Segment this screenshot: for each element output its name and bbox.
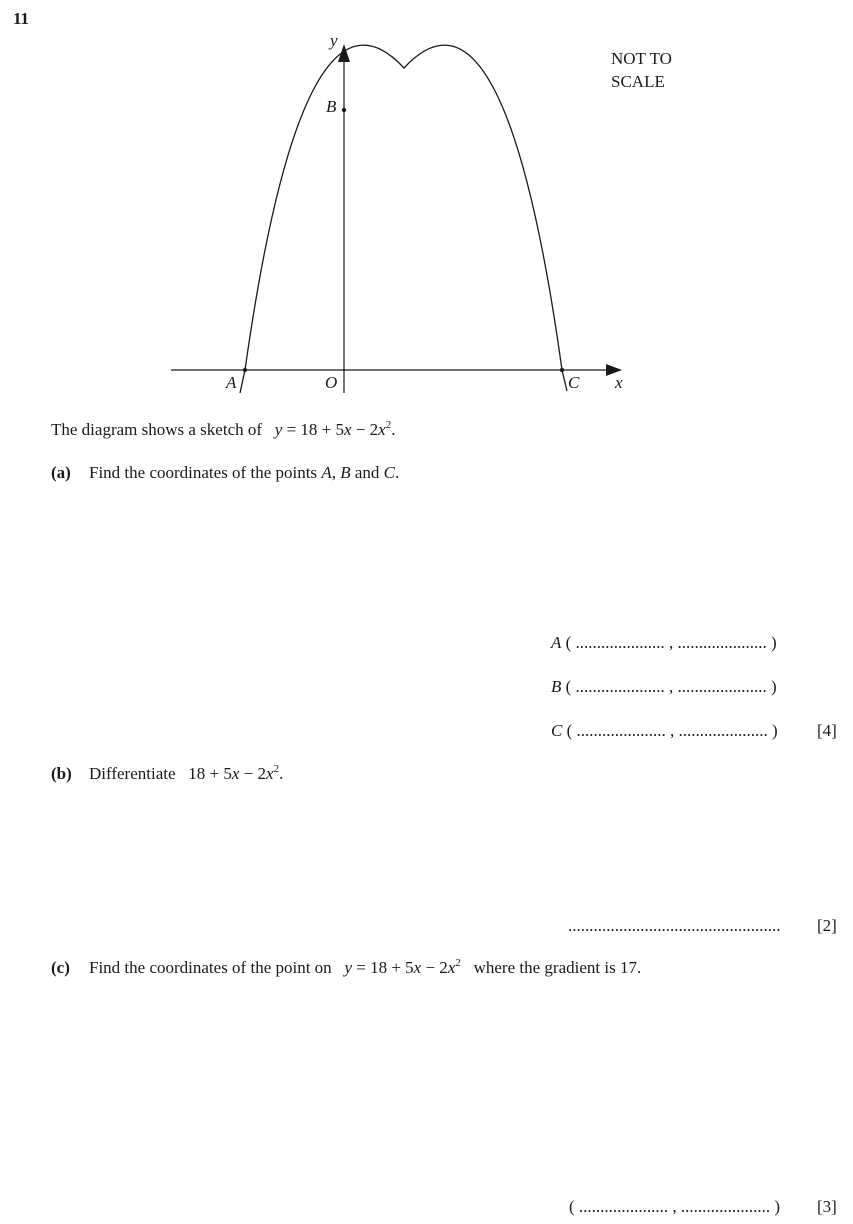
part-a-label: (a) <box>51 463 71 482</box>
part-c-eq-var: x <box>413 958 422 977</box>
y-axis-label: y <box>330 31 338 50</box>
answer-line-c[interactable] <box>551 721 778 741</box>
part-c-exponent: 2 <box>455 957 461 969</box>
intro-sentence <box>51 420 395 440</box>
part-a-marks: [4] <box>817 721 837 740</box>
part-a-point-c: C <box>383 463 395 482</box>
part-b-question <box>51 764 283 784</box>
parabola-curve <box>240 45 567 393</box>
note-line-1: NOT TO <box>611 49 672 68</box>
part-a-question <box>51 463 399 483</box>
point-a-label: A <box>226 373 237 392</box>
answer-c-blank[interactable]: ( ..................... , ..................... ) <box>566 721 778 740</box>
intro-text: The diagram shows a sketch of <box>51 420 263 439</box>
answer-c-prefix: C <box>551 721 563 740</box>
part-a-text: Find the coordinates of the points <box>89 463 318 482</box>
eq-rhs: = 18 + 5 <box>282 420 345 439</box>
answer-line-a[interactable] <box>551 633 777 653</box>
part-c-eq-var2: x <box>447 958 456 977</box>
part-b-end: . <box>279 764 284 783</box>
eq-var: x <box>344 420 352 439</box>
eq-var2: x <box>378 420 386 439</box>
part-a-point-a: A <box>321 463 332 482</box>
eq-end: . <box>391 420 396 439</box>
part-b-expr: 18 + 5 <box>188 764 232 783</box>
part-a-end: . <box>394 463 400 482</box>
answer-b-prefix: B <box>551 677 562 696</box>
part-a-sep: , <box>331 463 336 482</box>
point-c-marker <box>560 368 564 372</box>
eq-tail: − 2 <box>351 420 379 439</box>
part-b-var2: x <box>266 764 274 783</box>
answer-a-prefix: A <box>551 633 562 652</box>
part-c-answer-line[interactable]: ( ..................... , ..................... ) <box>569 1197 781 1216</box>
answer-a-blank[interactable]: ( ..................... , ..................... ) <box>565 633 777 652</box>
part-c-question <box>51 958 641 978</box>
origin-label: O <box>325 373 338 392</box>
part-c-text-post: where the gradient is 17. <box>473 958 642 977</box>
part-a-point-b: B <box>340 463 351 482</box>
point-a-marker <box>243 368 247 372</box>
part-c-text: Find the coordinates of the point on <box>89 958 332 977</box>
parabola-diagram <box>0 0 853 400</box>
part-c-eq-tail: − 2 <box>421 958 448 977</box>
note-line-2: SCALE <box>611 72 665 91</box>
part-b-exponent: 2 <box>273 763 280 775</box>
part-c-eq-lhs: y <box>344 958 352 977</box>
intro-equation <box>275 420 396 439</box>
part-c-marks: [3] <box>817 1197 837 1216</box>
part-b-marks: [2] <box>817 916 837 935</box>
part-b-tail: − 2 <box>239 764 267 783</box>
part-a-and: and <box>354 463 380 482</box>
point-c-label: C <box>568 373 580 392</box>
part-c-label: (c) <box>51 958 70 977</box>
question-number: 11 <box>13 9 30 28</box>
part-b-label: (b) <box>51 764 72 783</box>
point-b-label: B <box>326 97 337 116</box>
y-axis-arrowhead <box>338 44 350 62</box>
part-c-eq-rhs: = 18 + 5 <box>351 958 414 977</box>
answer-line-b[interactable] <box>551 677 777 697</box>
point-b-marker <box>342 108 346 112</box>
x-axis-label: x <box>615 373 623 392</box>
eq-exponent: 2 <box>385 419 392 431</box>
part-b-text: Differentiate <box>89 764 176 783</box>
answer-b-blank[interactable]: ( ..................... , ..................... ) <box>565 677 777 696</box>
part-b-var: x <box>231 764 240 783</box>
part-b-answer-line[interactable]: .................................................. <box>568 916 781 935</box>
eq-lhs: y <box>274 420 283 439</box>
